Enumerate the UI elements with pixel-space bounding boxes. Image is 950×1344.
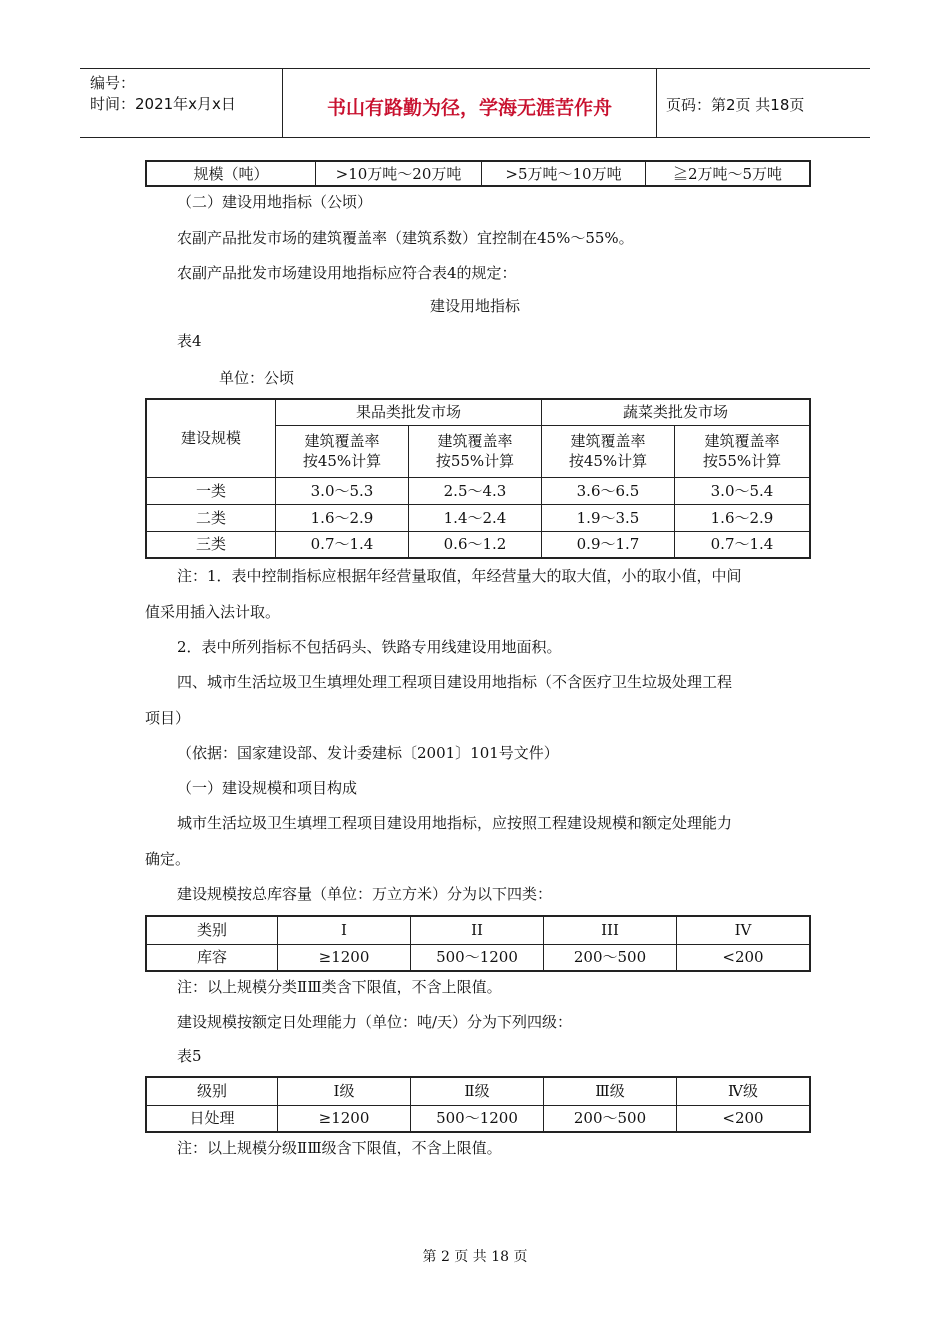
header-divider [656,69,657,137]
table-cell: 200～500 [544,944,677,971]
table-cell: <200 [677,1105,811,1132]
subheader-line: 按55%计算 [702,452,782,470]
table-header-cell: 类别 [146,916,278,944]
capacity-table [145,915,811,972]
table-cell: ≥1200 [278,944,411,971]
table-row [146,944,810,971]
note: 注：以上规模分级ⅡⅢ级含下限值，不含上限值。 [177,1139,502,1157]
section-heading: （一）建设规模和项目构成 [177,779,358,797]
table-cell: 1.9～3.5 [542,504,675,531]
paragraph: （依据：国家建设部、发计委建标〔2001〕101号文件） [177,744,559,762]
table-header-cell: 级别 [146,1077,278,1105]
table-cell: 3.0～5.4 [675,477,811,504]
table-cell: 2.5～4.3 [409,477,542,504]
table-cell: 200～500 [544,1105,677,1132]
table-cell: 500～1200 [411,944,544,971]
table-cell: 0.9～1.7 [542,531,675,558]
header-slogan: 书山有路勤为径，学海无涯苦作舟 [326,97,612,119]
table-title: 建设用地指标 [429,297,520,315]
table-cell: 1.6～2.9 [276,504,409,531]
subheader-line: 建筑覆盖率 [304,432,380,450]
table-cell: ≧2万吨～5万吨 [646,161,811,186]
table-row [146,504,810,531]
table-cell: 0.6～1.2 [409,531,542,558]
page-header [80,68,870,138]
subheader-line: 按55%计算 [435,452,515,470]
table-header-cell [276,425,409,477]
table-row [146,477,810,504]
table-number: 表5 [177,1047,202,1065]
paragraph: 农副产品批发市场建设用地指标应符合表4的规定： [177,264,517,282]
section-heading: 四、城市生活垃圾卫生填埋处理工程项目建设用地指标（不含医疗卫生垃圾处理工程 [177,673,733,691]
table-header-cell [542,425,675,477]
land-index-table [145,398,811,559]
table-cell: 0.7～1.4 [276,531,409,558]
row-label: 日处理 [146,1105,278,1132]
note: 注：以上规模分类ⅡⅢ类含下限值，不含上限值。 [177,978,502,996]
table-cell: ≥1200 [278,1105,411,1132]
table-row [146,916,810,944]
section-heading: （二）建设用地指标（公顷） [177,193,373,211]
table-cell: <200 [677,944,811,971]
table-cell: 0.7～1.4 [675,531,811,558]
table-cell: 3.6～6.5 [542,477,675,504]
header-meta [90,73,236,115]
row-label: 二类 [146,504,276,531]
subheader-line: 按45%计算 [568,452,648,470]
table-header-cell [675,425,811,477]
header-page-info: 页码：第2页 共18页 [666,96,805,114]
table-header-cell: II [411,916,544,944]
paragraph: 确定。 [145,850,191,868]
row-label: 一类 [146,477,276,504]
table-row [146,1105,810,1132]
note: 值采用插入法计取。 [145,603,281,621]
note: 注：1．表中控制指标应根据年经营量取值，年经营量大的取大值，小的取小值，中间 [177,567,742,585]
scale-table [145,160,811,187]
subheader-line: 建筑覆盖率 [704,432,780,450]
table-header-cell: IV [677,916,811,944]
table-header-cell: Ⅳ级 [677,1077,811,1105]
table-header-cell: III [544,916,677,944]
paragraph: 城市生活垃圾卫生填埋工程项目建设用地指标，应按照工程建设规模和额定处理能力 [177,814,733,832]
table-cell: 1.6～2.9 [675,504,811,531]
table-header-cell: Ⅱ级 [411,1077,544,1105]
subheader-line: 按45%计算 [302,452,382,470]
table-cell: 3.0～5.3 [276,477,409,504]
table-cell: >5万吨～10万吨 [482,161,646,186]
table-header-cell: Ⅰ级 [278,1077,411,1105]
table-header-cell [409,425,542,477]
table-header-cell: I [278,916,411,944]
note: 2．表中所列指标不包括码头、铁路专用线建设用地面积。 [177,638,562,656]
table-header-cell: Ⅲ级 [544,1077,677,1105]
row-label: 库容 [146,944,278,971]
table-cell: >10万吨～20万吨 [316,161,482,186]
unit-label: 单位：公顷 [219,369,295,387]
table-cell: 规模（吨） [146,161,316,186]
table-cell: 1.4～2.4 [409,504,542,531]
table-row [146,531,810,558]
doc-number-label: 编号： [90,74,136,92]
table-header-cell: 蔬菜类批发市场 [542,399,811,425]
row-label: 三类 [146,531,276,558]
paragraph: 农副产品批发市场的建筑覆盖率（建筑系数）宜控制在45%～55%。 [177,229,634,247]
section-heading: 项目） [145,709,191,727]
paragraph: 建设规模按总库容量（单位：万立方米）分为以下四类： [177,885,553,903]
table-header-cell: 果品类批发市场 [276,399,542,425]
doc-time-label: 时间：2021年x月x日 [90,95,236,113]
table-header-cell: 建设规模 [146,399,276,477]
table-row [146,1077,810,1105]
subheader-line: 建筑覆盖率 [570,432,646,450]
page-footer: 第 2 页 共 18 页 [422,1249,528,1265]
table-number: 表4 [177,332,202,350]
table-cell: 500～1200 [411,1105,544,1132]
subheader-line: 建筑覆盖率 [437,432,513,450]
paragraph: 建设规模按额定日处理能力（单位：吨/天）分为下列四级： [177,1013,573,1031]
daily-capacity-table [145,1076,811,1133]
